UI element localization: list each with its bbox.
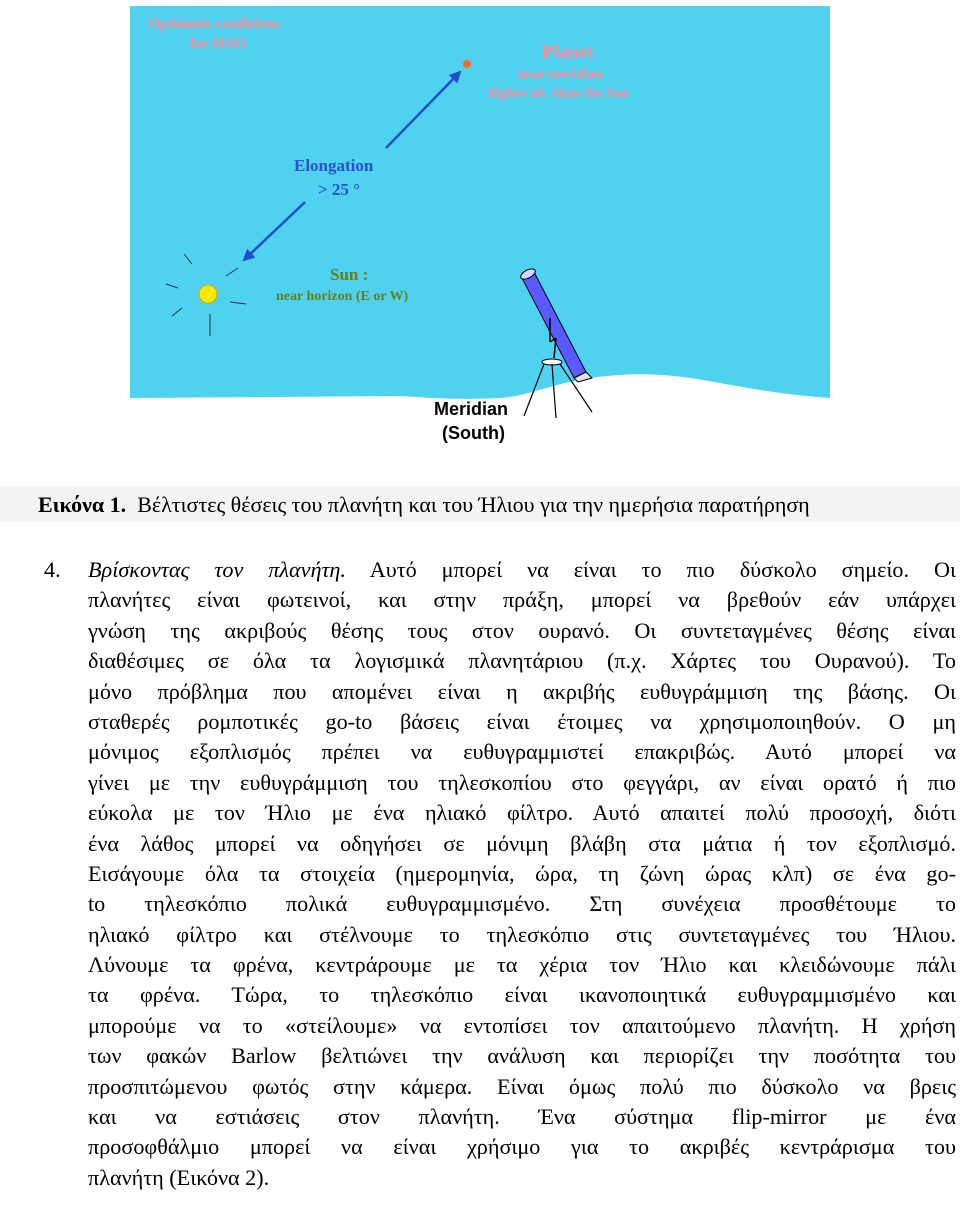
planet-label-line2: near meridian bbox=[518, 67, 603, 82]
diagram-title-line2: for DDO bbox=[190, 36, 246, 52]
paragraph-line: γνώση της ακριβούς θέσης τους στον ουρανό. Οι συντεταγμένες θέσης είναι bbox=[88, 617, 956, 643]
paragraph-line: Λύνουμε τα φρένα, κεντράρουμε με τα χέρια τον Ήλιο και κλειδώνουμε πάλι bbox=[88, 952, 956, 978]
paragraph-heading: Βρίσκοντας τον πλανήτη. bbox=[88, 557, 346, 582]
paragraph-line: μπορούμε να το «στείλουμε» να εντοπίσει τον απαιτούμενο πλανήτη. Η χρήση bbox=[88, 1012, 956, 1038]
planet-label-line3: higher alt. than the Sun bbox=[488, 86, 629, 101]
paragraph-line: to τηλεσκόπιο πολικά ευθυγραμμισμένο. Στη συνέχεια προσθέτουμε το bbox=[88, 891, 956, 917]
diagram-figure bbox=[130, 6, 830, 456]
paragraph-line: ηλιακό φίλτρο και στέλνουμε το τηλεσκόπιο στις συντεταγμένες του Ήλιου. bbox=[88, 921, 956, 947]
sky-area bbox=[130, 6, 830, 399]
planet-label: Planet bbox=[542, 42, 594, 63]
elongation-label: Elongation bbox=[294, 156, 374, 175]
paragraph-line-1 bbox=[88, 555, 956, 585]
body-paragraph bbox=[88, 555, 956, 1193]
figure-caption bbox=[38, 492, 810, 518]
caption-text: Βέλτιστες θέσεις του πλανήτη και του Ήλιου για την ημερήσια παρατήρηση bbox=[137, 492, 810, 517]
paragraph-line: διαθέσιμες σε όλα τα λογισμικά πλανητάριου (π.χ. Χάρτες του Ουρανού). Το bbox=[88, 648, 956, 674]
meridian-label: Meridian bbox=[434, 399, 509, 419]
diagram-title-line1: Optimum conditions bbox=[148, 16, 281, 32]
elongation-value: > 25 ° bbox=[318, 180, 360, 199]
paragraph-line: και να εστιάσεις στον πλανήτη. Ένα σύστημα flip-mirror με ένα bbox=[88, 1104, 956, 1130]
paragraph-line: προσοφθάλμιο μπορεί να είναι χρήσιμο για το ακριβές κεντράρισμα του bbox=[88, 1134, 956, 1160]
paragraph-line: των φακών Barlow βελτιώνει την ανάλυση και περιορίζει την ποσότητα του bbox=[88, 1043, 956, 1069]
paragraph-line: ένα λάθος μπορεί να οδηγήσει σε μόνιμη βλάβη στα μάτια ή τον εξοπλισμό. bbox=[88, 830, 956, 856]
daytime-observation-diagram bbox=[130, 6, 830, 456]
meridian-label-line2: (South) bbox=[442, 423, 505, 443]
paragraph-line: σταθερές ρομποτικές go-to βάσεις είναι έτοιμες να χρησιμοποιηθούν. Ο μη bbox=[88, 708, 956, 734]
paragraph-line: πλανήτη (Εικόνα 2). bbox=[88, 1164, 270, 1190]
paragraph-line: προσπιτώμενου φωτός στην κάμερα. Είναι όμως πολύ πιο δύσκολο να βρεις bbox=[88, 1073, 956, 1099]
paragraph-line: πλανήτες είναι φωτεινοί, και στην πράξη, μπορεί να βρεθούν εάν υπάρχει bbox=[88, 587, 956, 613]
sun-label: Sun : bbox=[330, 265, 369, 284]
paragraph-line: μόνιμος εξοπλισμός πρέπει να ευθυγραμμιστεί επακριβώς. Αυτό μπορεί να bbox=[88, 739, 956, 765]
paragraph-line: τα φρένα. Τώρα, το τηλεσκόπιο είναι ικανοποιητικά ευθυγραμμισμένο και bbox=[88, 982, 956, 1008]
paragraph-line: μόνο πρόβλημα που απομένει είναι η ακριβής ευθυγράμμιση της βάσης. Οι bbox=[88, 678, 956, 704]
list-item-number: 4. bbox=[44, 557, 61, 582]
paragraph-line: εύκολα με τον Ήλιο με ένα ηλιακό φίλτρο. Αυτό απαιτεί πολύ προσοχή, διότι bbox=[88, 800, 956, 826]
paragraph-line: Εισάγουμε όλα τα στοιχεία (ημερομηνία, ώρα, τη ζώνη ώρας κλπ) σε ένα go- bbox=[88, 860, 956, 886]
planet-dot bbox=[463, 60, 471, 68]
paragraph-line1-rest: Αυτό μπορεί να είναι το πιο δύσκολο σημείο. Οι bbox=[369, 557, 956, 582]
sun-label-line2: near horizon (E or W) bbox=[276, 289, 409, 304]
caption-label: Εικόνα 1. bbox=[38, 492, 127, 517]
paragraph-line: γίνει με την ευθυγράμμιση του τηλεσκοπίου στο φεγγάρι, αν είναι ορατό ή πιο bbox=[88, 769, 956, 795]
